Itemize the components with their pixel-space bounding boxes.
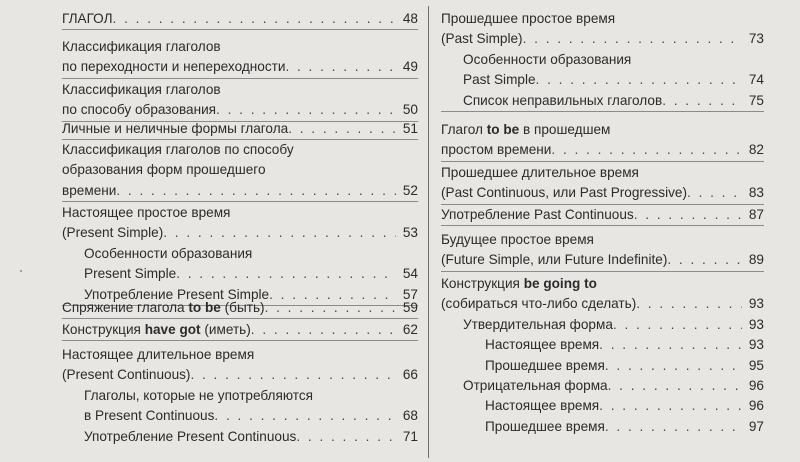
dot-leader [608,376,742,396]
toc-text: Конструкция [62,322,145,337]
dot-leader [176,264,396,284]
toc-text: Настоящее длительное время [62,347,255,362]
toc-line [441,205,764,225]
page-number: 96 [748,398,764,414]
toc-line [62,298,418,318]
toc-text: Настоящее время [485,337,600,353]
dot-leader [163,223,396,243]
toc-line [441,396,764,416]
dot-leader [605,356,742,376]
toc-line [441,163,764,183]
toc-entry [62,345,418,447]
toc-entry [62,320,418,341]
toc-text: (Present Continuous) [62,367,191,383]
toc-text: в прошедшем [519,122,611,137]
dot-leader [251,320,396,340]
toc-line [62,119,418,139]
dot-leader [636,294,742,314]
toc-text: Прошедшее простое время [441,11,616,26]
toc-entry [62,119,418,140]
dot-leader [599,396,742,416]
toc-line [441,250,764,270]
toc-line [441,29,764,49]
toc-text: Прошедшее время [485,418,605,434]
toc-text: Прошедшее время [485,357,605,373]
page-number: 59 [402,300,418,315]
toc-text: Классификация глаголов по способу [62,142,294,157]
toc-line [62,427,418,447]
toc-text: Конструкция [441,276,524,291]
page-number: 82 [748,142,764,158]
page-number: 53 [402,225,418,241]
toc-text: Особенности образования [463,51,632,67]
toc-entry [441,274,764,437]
toc-text: по способу образования [62,102,217,118]
toc-term-bold: have got [144,322,201,337]
toc-text: Настоящее простое время [62,205,231,220]
toc-line [441,356,764,376]
toc-text: Отрицательная форма [463,377,608,393]
toc-line [62,37,418,57]
toc-line [62,9,418,29]
toc-text: Настоящее время [485,398,600,414]
paper-speck [20,270,22,272]
dot-leader [536,70,742,90]
page-number: 73 [748,31,764,47]
toc-line [62,406,418,426]
toc-text: (Present Simple) [62,225,164,241]
toc-text: (собираться что-либо сделать) [441,296,637,312]
dot-leader [613,315,742,335]
toc-text: по переходности и непереходности [62,59,286,75]
page-number: 93 [748,337,764,353]
toc-text: Классификация глаголов [62,39,221,54]
dot-leader [296,427,396,447]
page-number: 48 [402,11,418,26]
toc-entry [441,205,764,226]
page-number: 62 [402,322,418,337]
toc-line [441,91,764,111]
toc-line [441,70,764,90]
toc-line [62,386,418,406]
dot-leader [667,250,742,270]
toc-line [441,294,764,314]
toc-line [62,223,418,243]
page-number: 54 [402,266,418,282]
dot-leader [288,119,396,139]
page-number: 87 [748,207,764,222]
toc-text: Употребление Present Simple [84,286,270,302]
page-number: 57 [402,286,418,302]
toc-line [62,264,418,284]
dot-leader [662,91,742,111]
toc-text: Спряжение глагола [62,300,189,315]
toc-line [441,315,764,335]
toc-entry [441,230,764,272]
page-number: 97 [748,418,764,434]
toc-text: Будущее простое время [441,232,594,247]
toc-line [62,244,418,264]
dot-leader [265,298,396,318]
toc-entry [441,120,764,162]
toc-line [62,320,418,340]
page-number: 75 [748,92,764,108]
toc-text: Глагол [441,122,487,137]
toc-line [441,140,764,160]
toc-text: Употребление Past Continuous [441,207,634,222]
toc-text: Present Simple [84,266,177,282]
toc-line [441,376,764,396]
toc-line [62,100,418,120]
dot-leader [599,335,742,355]
page-number: 49 [402,59,418,75]
page-number: 52 [402,182,418,198]
toc-text: времени [62,182,117,198]
toc-line [62,345,418,365]
toc-text: (Future Simple, или Future Indefinite) [441,252,668,268]
page-number: 96 [748,377,764,393]
dot-leader [687,183,742,203]
toc-text: Классификация глаголов [62,82,221,97]
page-number: 50 [402,102,418,118]
toc-entry [62,9,418,30]
dot-leader [116,181,396,201]
dot-leader [634,205,742,225]
toc-line [441,183,764,203]
page-number: 93 [748,316,764,332]
toc-text: Личные и неличные формы глагола [62,121,289,136]
toc-line [441,9,764,29]
dot-leader [214,406,396,426]
page-number: 71 [402,428,418,444]
toc-line [62,365,418,385]
toc-text: образования форм прошедшего [62,162,266,178]
toc-text: (Past Continuous, или Past Progressive) [441,185,688,201]
toc-line [62,203,418,223]
page-number: 89 [748,252,764,268]
page-number: 83 [748,185,764,201]
dot-leader [216,100,396,120]
toc-line [441,120,764,140]
toc-entry [62,140,418,202]
page-number: 74 [748,72,764,88]
dot-leader [285,57,396,77]
page-number: 95 [748,357,764,373]
toc-line [62,80,418,100]
toc-entry [62,80,418,122]
dot-leader [551,140,742,160]
toc-line [62,181,418,201]
toc-line [441,230,764,250]
page-number: 93 [748,296,764,312]
page-number: 51 [402,121,418,136]
toc-line [62,57,418,77]
toc-line [441,50,764,70]
toc-text: Утвердительная форма [463,316,613,332]
toc-text: (иметь) [200,322,251,337]
toc-term-bold: be going to [523,276,597,291]
dot-leader [523,29,742,49]
toc-line [441,335,764,355]
dot-leader [113,9,396,29]
toc-line [441,417,764,437]
toc-line [62,140,418,160]
toc-text: Прошедшее длительное время [441,165,639,180]
toc-line [441,274,764,294]
dot-leader [605,417,742,437]
toc-text: в Present Continuous [84,408,215,424]
toc-entry [62,298,418,319]
toc-entry [441,9,764,112]
toc-text: Особенности образования [84,245,253,261]
toc-line [62,160,418,180]
toc-text: Употребление Present Continuous [84,428,297,444]
toc-text: Past Simple [463,72,536,88]
toc-text: простом времени [441,142,552,158]
toc-entry [62,37,418,79]
toc-text: Список неправильных глаголов [463,92,663,108]
page-number: 68 [402,408,418,424]
page-number: 66 [402,367,418,383]
toc-term-bold: to be [486,122,520,137]
toc-term-bold: to be [188,300,221,315]
toc-text: (Past Simple) [441,31,523,47]
toc-text: Глаголы, которые не употребляются [84,387,313,403]
toc-text: ГЛАГОЛ [62,11,113,26]
toc-entry [441,163,764,205]
column-divider [428,6,429,458]
toc-text: (быть) [220,300,265,315]
dot-leader [190,365,396,385]
toc-entry [62,203,418,306]
